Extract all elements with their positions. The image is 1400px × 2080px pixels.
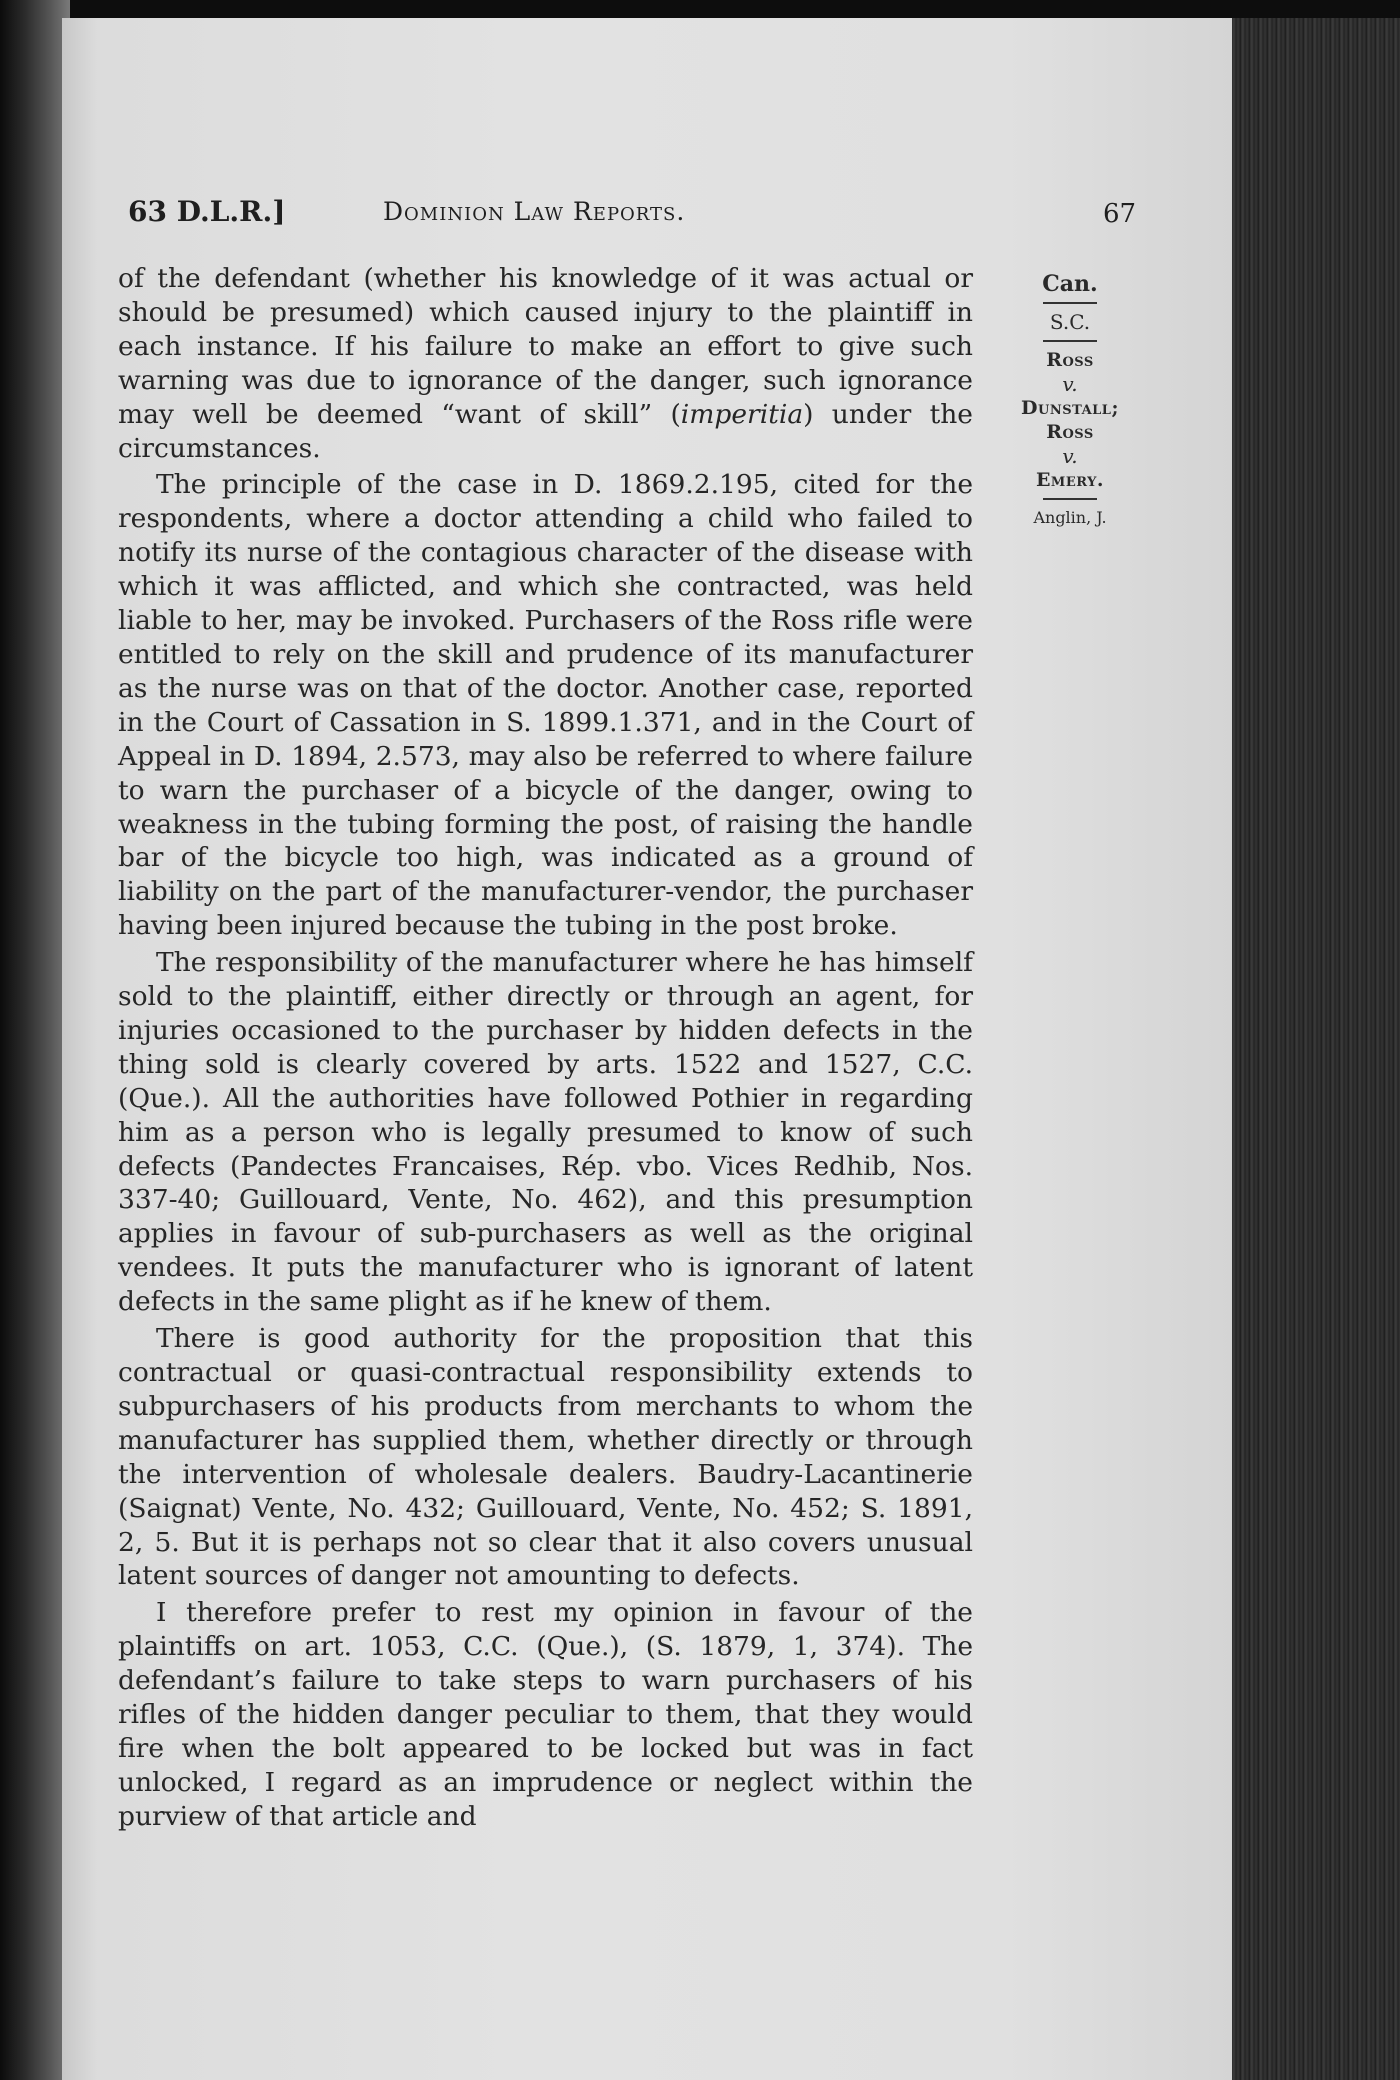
margin-sidenote	[1000, 272, 1140, 530]
paragraph-1	[118, 262, 973, 465]
page-stack-edge	[1232, 18, 1400, 2080]
scan-top-border	[0, 0, 1400, 18]
paragraph-4: There is good authority for the proposition that this contractual or quasi-contractual responsibility extends to subpurchasers of his products from merchants to whom the manufacturer has supplied them, whether directly or through the intervention of wholesale dealers. Baudry-Lacantinerie (Saignat) Vente, No. 432; Guillouard, Vente, No. 452; S. 1891, 2, 5. But it is perhaps not so clear that it also covers unusual latent sources of danger not amounting to defects.	[118, 1323, 973, 1592]
divider	[1043, 340, 1097, 342]
paragraph-3: The responsibility of the manufacturer where he has himself sold to the plaintiff, either directly or through an agent, for injuries occasioned to the purchaser by hidden defects in the thing sold is clearly covered by arts. 1522 and 1527, C.C. (Que.). All the authorities have followed Pothier in regarding him as a person who is legally presumed to know of such defects (Pandectes Francaises, Rép. vbo. Vices Redhib, Nos. 337-40; Guillouard, Vente, No. 462), and this presumption applies in favour of sub-purchasers as well as the original vendees. It puts the manufacturer who is ignorant of latent defects in the same plight as if he knew of them.	[118, 947, 973, 1318]
main-text	[118, 262, 973, 1834]
court-country: Can.	[1042, 271, 1098, 297]
case-versus: v.	[1062, 372, 1078, 396]
paragraph-5: I therefore prefer to rest my opinion in favour of the plaintiffs on art. 1053, C.C. (Que.), (S. 1879, 1, 374). The defendant’s failure to take steps to warn purchasers of his rifles of the hidden danger peculiar to them, that they would fire when the bolt appeared to be locked but was in fact unlocked, I regard as an imprudence or neglect within the purview of that article and	[118, 1597, 973, 1832]
case-versus: v.	[1062, 444, 1078, 468]
running-header	[128, 195, 1138, 245]
volume-reference: 63 D.L.R.]	[128, 195, 286, 228]
judge-name: Anglin, J.	[1033, 508, 1107, 527]
publication-title: Dominion Law Reports.	[383, 197, 686, 226]
case-party: Dunstall;	[1021, 397, 1119, 419]
court-name: S.C.	[1049, 310, 1091, 334]
case-party: Emery.	[1035, 469, 1105, 491]
latin-term: imperitia	[680, 398, 804, 430]
case-party: Ross	[1046, 421, 1094, 443]
paragraph-1-end: ) under the circumstances.	[118, 398, 973, 464]
paragraph-2: The principle of the case in D. 1869.2.195, cited for the respondents, where a doctor attending a child who failed to notify its nurse of the contagious character of the disease with which it was afflicted, and which she contracted, was held liable to her, may be invoked. Purchasers of the Ross rifle were entitled to rely on the skill and prudence of its manufacturer as the nurse was on that of the doctor. Another case, reported in the Court of Cassation in S. 1899.1.371, and in the Court of Appeal in D. 1894, 2.573, may also be referred to where failure to warn the purchaser of a bicycle of the danger, owing to weakness in the tubing forming the post, of raising the handle bar of the bicycle too high, was indicated as a ground of liability on the part of the manufacturer-vendor, the purchaser having been injured because the tubing in the post broke.	[118, 469, 973, 942]
case-party: Ross	[1046, 349, 1094, 371]
divider	[1043, 498, 1097, 500]
paragraph-1-text: of the defendant (whether his knowledge of it was actual or should be presumed) which caused injury to the plaintiff in each instance. If his failure to make an effort to give such warning was due to ignorance of the danger, such ignorance may well be deemed “want of skill” (	[118, 263, 973, 430]
book-binding-edge	[0, 0, 70, 2080]
page-number: 67	[1103, 199, 1137, 229]
divider	[1043, 302, 1097, 304]
